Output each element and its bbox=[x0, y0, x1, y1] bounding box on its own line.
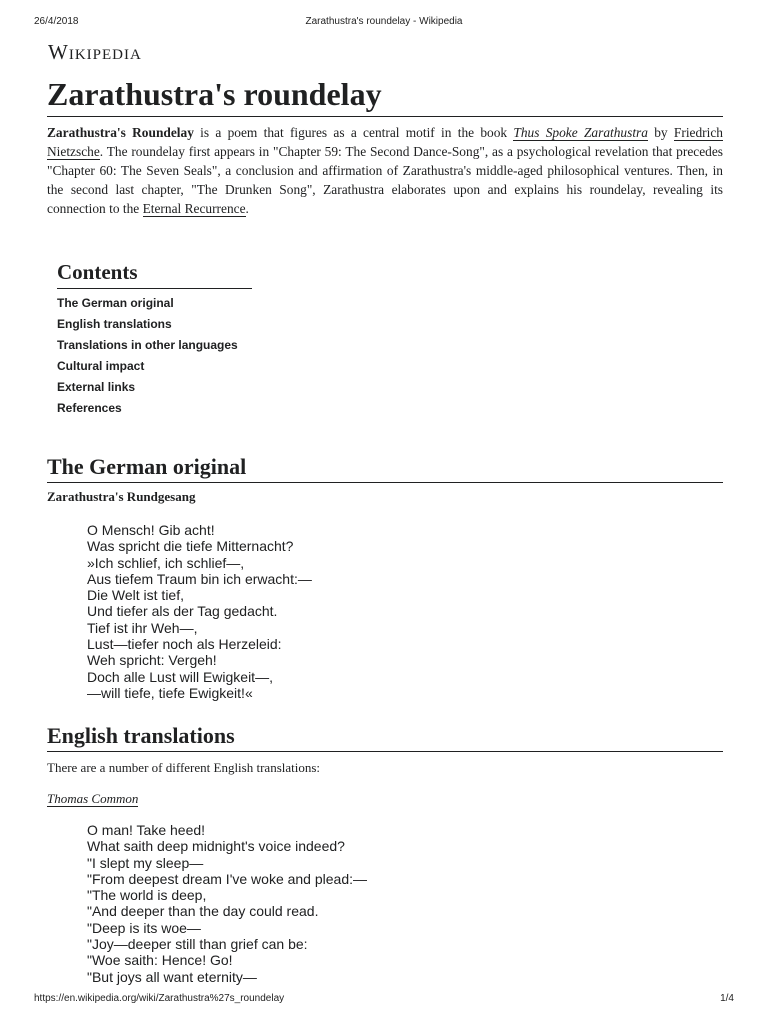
poem-line: Lust—tiefer noch als Herzeleid: bbox=[87, 636, 282, 653]
contents-heading: Contents bbox=[57, 258, 252, 289]
poem-line: Und tiefer als der Tag gedacht. bbox=[87, 603, 278, 620]
poem-line: "The world is deep, bbox=[87, 887, 207, 904]
lead-text: . bbox=[245, 201, 249, 216]
contents-item[interactable]: External links bbox=[57, 380, 136, 394]
print-page-number: 1/4 bbox=[720, 993, 734, 1004]
english-intro: There are a number of different English translations: bbox=[47, 760, 321, 775]
poem-line: Tief ist ihr Weh—, bbox=[87, 619, 198, 636]
table-of-contents bbox=[57, 258, 252, 419]
translator-name[interactable]: Thomas Common bbox=[47, 791, 139, 806]
contents-item[interactable]: Cultural impact bbox=[57, 359, 145, 373]
poem-line: »Ich schlief, ich schlief—, bbox=[87, 554, 245, 571]
poem-line: "From deepest dream I've woke and plead:— bbox=[87, 870, 368, 887]
poem-line: —will tiefe, tiefe Ewigkeit!« bbox=[87, 684, 253, 701]
poem-line: "Woe saith: Hence! Go! bbox=[87, 952, 233, 969]
german-poem bbox=[87, 522, 312, 701]
poem-line: O man! Take heed! bbox=[87, 822, 206, 838]
german-subheading: Zarathustra's Rundgesang bbox=[47, 489, 196, 504]
poem-line: Aus tiefem Traum bin ich erwacht:— bbox=[87, 570, 312, 587]
poem-line: O Mensch! Gib acht! bbox=[87, 522, 215, 538]
lead-text: Zarathustra's Roundelay bbox=[47, 125, 194, 140]
contents-item[interactable]: The German original bbox=[57, 296, 174, 310]
poem-line: What saith deep midnight's voice indeed? bbox=[87, 838, 345, 855]
contents-item[interactable]: Translations in other languages bbox=[57, 338, 238, 352]
lead-text: by bbox=[647, 125, 674, 140]
article-title: Zarathustra's roundelay bbox=[47, 74, 723, 117]
lead-link[interactable]: Eternal Recurrence bbox=[142, 201, 246, 216]
poem-line: Was spricht die tiefe Mitternacht? bbox=[87, 538, 294, 555]
poem-line: "Deep is its woe— bbox=[87, 919, 201, 936]
section-heading-english-translations: English translations bbox=[47, 722, 723, 752]
lead-paragraph bbox=[47, 123, 723, 218]
english-poem bbox=[87, 822, 367, 985]
poem-line: Die Welt ist tief, bbox=[87, 587, 184, 604]
wikipedia-wordmark: Wikipedia bbox=[48, 40, 142, 64]
poem-line: Doch alle Lust will Ewigkeit—, bbox=[87, 668, 273, 685]
poem-line: "But joys all want eternity— bbox=[87, 968, 257, 985]
contents-item[interactable]: English translations bbox=[57, 317, 172, 331]
lead-link[interactable]: Thus Spoke Zarathustra bbox=[513, 125, 648, 140]
poem-line: "I slept my sleep— bbox=[87, 854, 204, 871]
poem-line: "And deeper than the day could read. bbox=[87, 903, 319, 920]
poem-line: Weh spricht: Vergeh! bbox=[87, 652, 217, 669]
contents-list bbox=[57, 293, 252, 419]
print-page-title: Zarathustra's roundelay - Wikipedia bbox=[305, 16, 463, 27]
lead-link[interactable]: Friedrich Nietzsche bbox=[47, 125, 723, 159]
print-url[interactable]: https://en.wikipedia.org/wiki/Zarathustra%27s_roundelay bbox=[34, 993, 285, 1004]
lead-text: is a poem that figures as a central motif in the book bbox=[193, 125, 514, 140]
print-date: 26/4/2018 bbox=[34, 16, 79, 27]
section-heading-german-original: The German original bbox=[47, 453, 723, 483]
contents-item[interactable]: References bbox=[57, 401, 122, 415]
poem-line: "Joy—deeper still than grief can be: bbox=[87, 936, 308, 953]
lead-text: . The roundelay first appears in "Chapter 59: The Second Dance-Song", as a psychological revelation that precedes "Chapter 60: The Seven Seals", a conclusion and affirmation of Zarathustra's middle-aged philosophical ventures. Then, in the second last chapter, "The Drunken Song", Zarathustra elaborates upon and explains his roundelay, revealing its connection to the bbox=[47, 144, 723, 216]
translator-link[interactable] bbox=[47, 791, 138, 807]
